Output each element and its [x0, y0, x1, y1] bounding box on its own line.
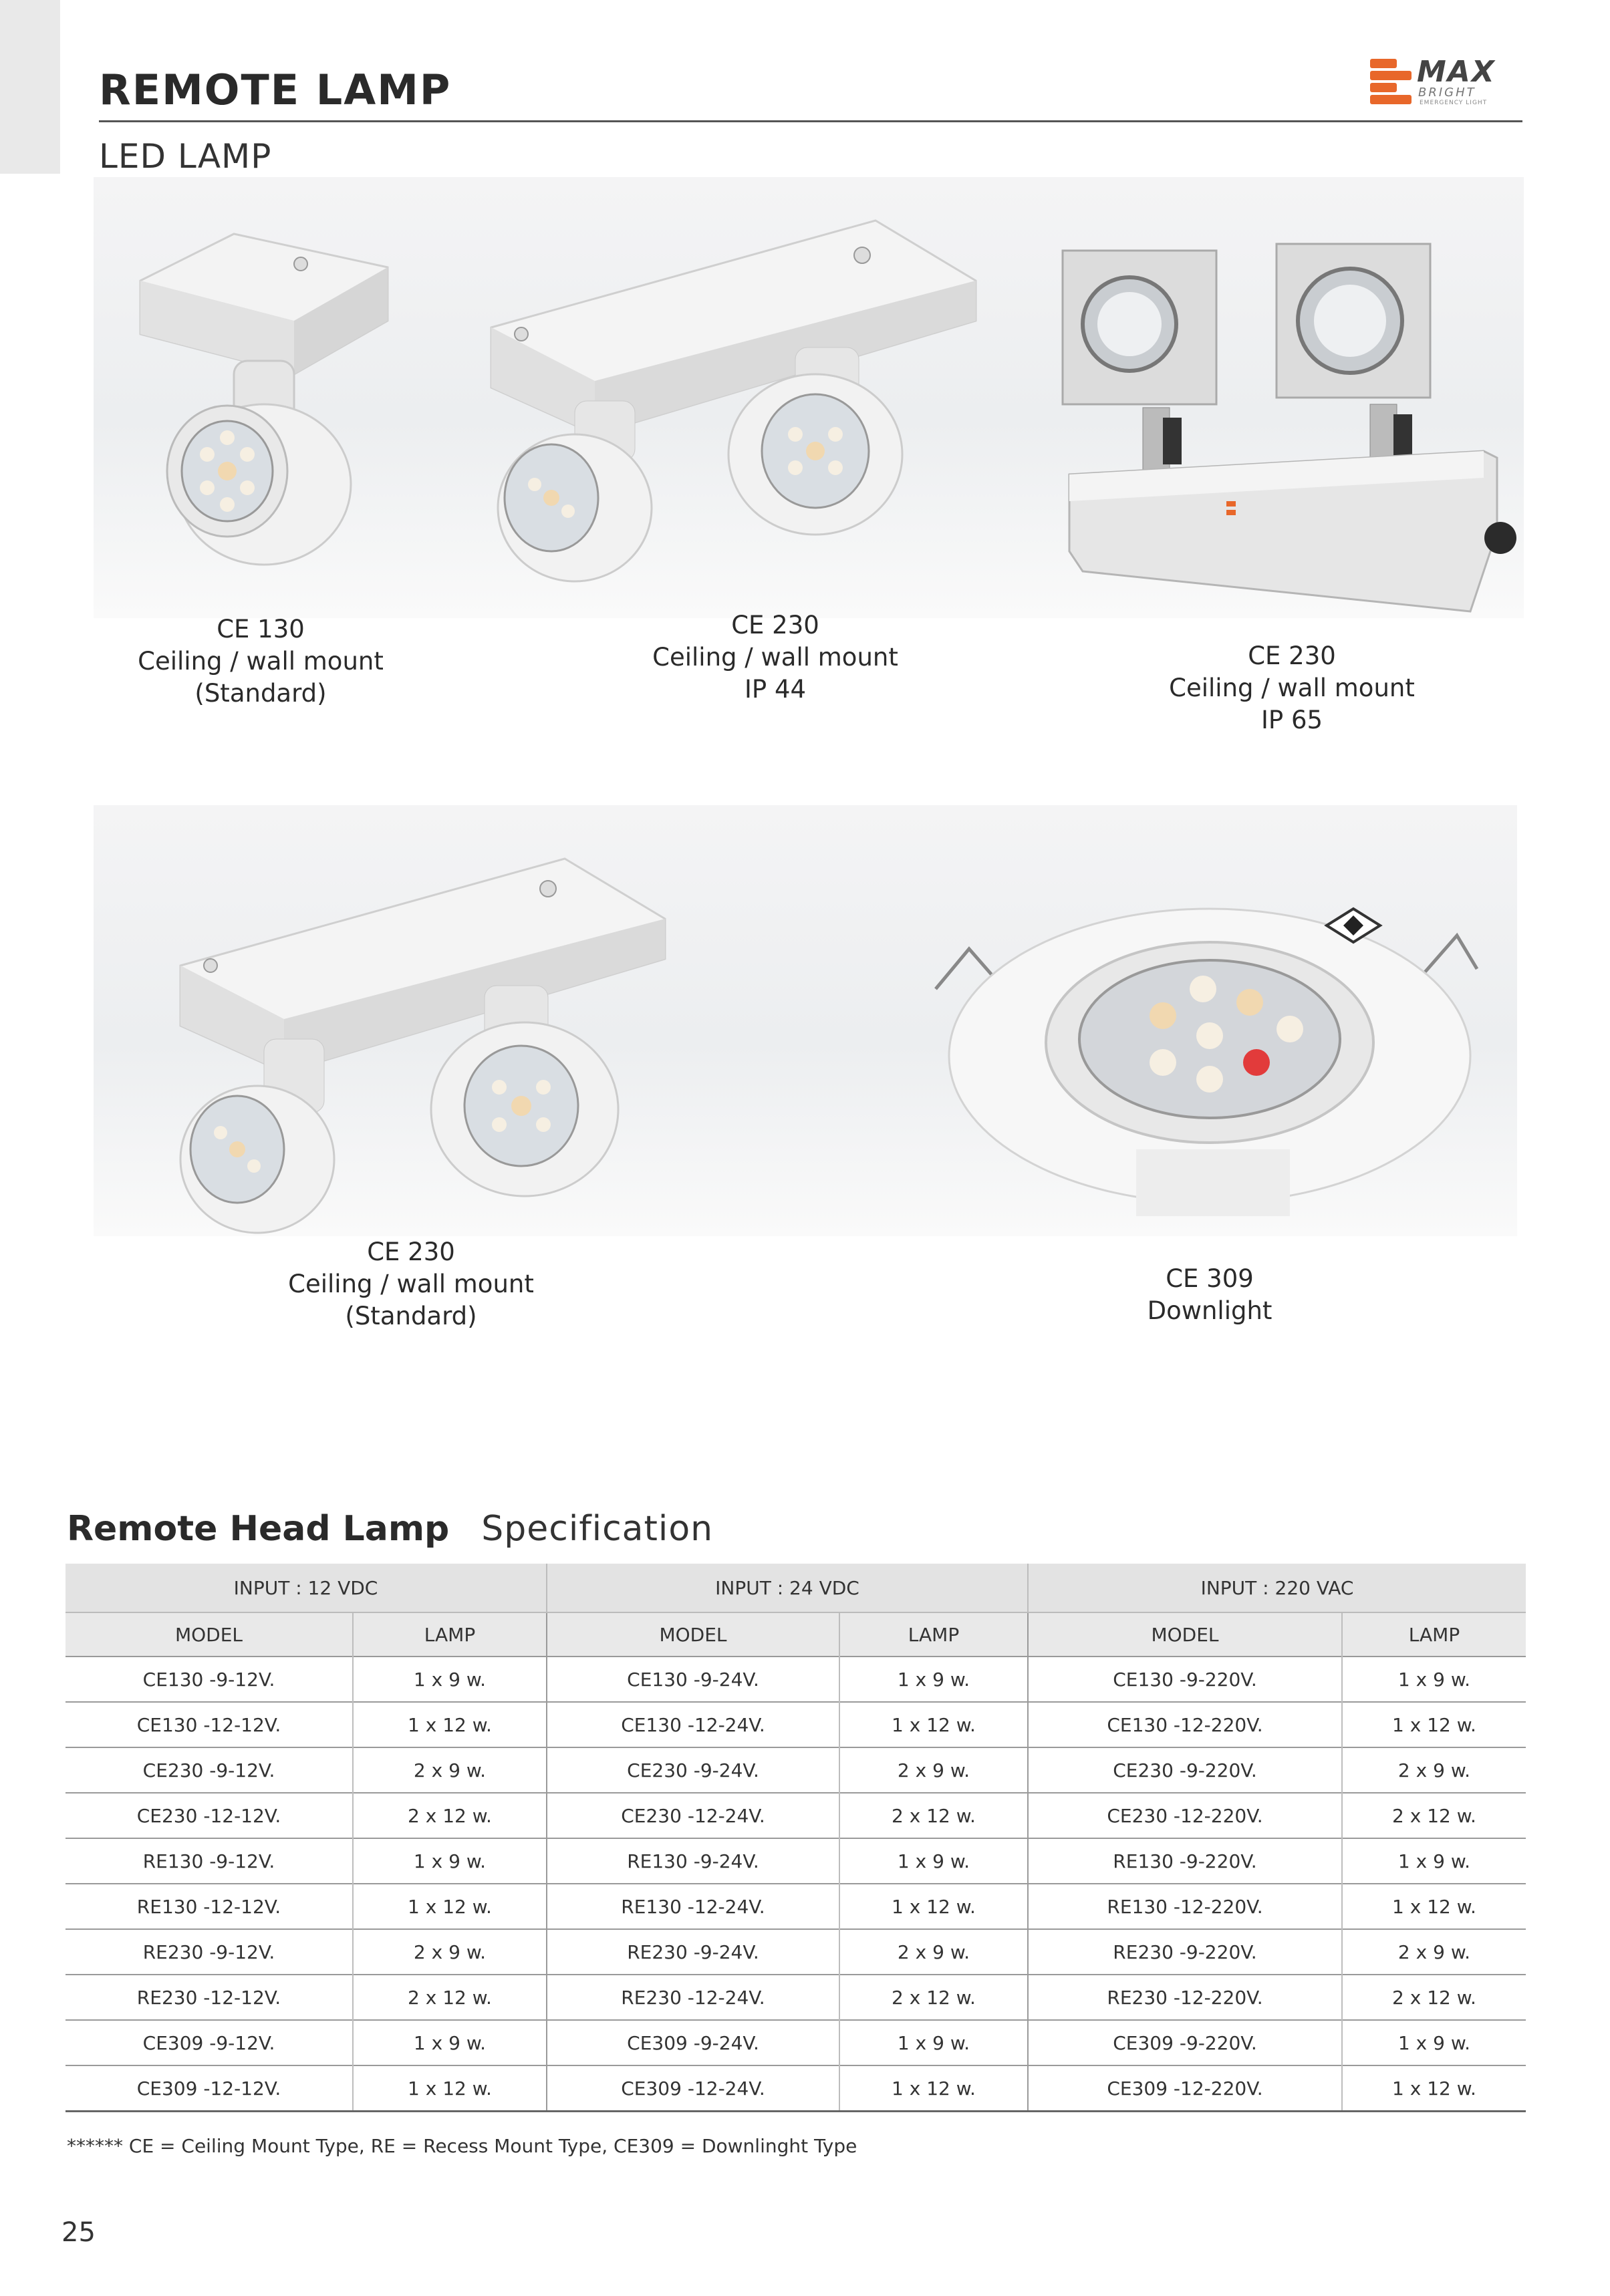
spec-title-light: Specification — [481, 1509, 714, 1549]
lamp-cell: 1 x 9 w. — [839, 1838, 1028, 1884]
lamp-cell: 2 x 12 w. — [353, 1793, 547, 1838]
table-row — [65, 2065, 1526, 2112]
group-header-12vdc: INPUT : 12 VDC — [65, 1564, 547, 1612]
model-cell: CE309 -9-24V. — [547, 2020, 839, 2065]
lamp-cell: 1 x 9 w. — [839, 2020, 1028, 2065]
brand-logo — [1370, 55, 1524, 108]
col-header-lamp: LAMP — [839, 1612, 1028, 1657]
ce130-lamp-image — [127, 221, 408, 568]
lamp-cell: 1 x 9 w. — [353, 1838, 547, 1884]
spec-column-header-row — [65, 1612, 1526, 1657]
product-model: CE 230 — [1248, 641, 1336, 670]
product-mount: Ceiling / wall mount — [288, 1270, 534, 1298]
col-header-model: MODEL — [1028, 1612, 1342, 1657]
model-cell: RE230 -9-24V. — [547, 1929, 839, 1975]
lamp-cell: 1 x 9 w. — [839, 1657, 1028, 1702]
product-model: CE 230 — [731, 611, 819, 639]
product-variant: IP 65 — [1260, 706, 1323, 734]
ce230-ip44-lamp-image — [481, 214, 989, 588]
model-cell: CE309 -9-12V. — [65, 2020, 353, 2065]
model-cell: CE309 -9-220V. — [1028, 2020, 1342, 2065]
model-cell: CE230 -9-220V. — [1028, 1747, 1342, 1793]
side-tab — [0, 0, 60, 174]
model-cell: CE130 -12-12V. — [65, 1702, 353, 1747]
table-row — [65, 1975, 1526, 2020]
spec-table-body — [65, 1657, 1526, 2112]
lamp-cell: 2 x 12 w. — [839, 1793, 1028, 1838]
model-cell: CE230 -9-24V. — [547, 1747, 839, 1793]
logo-tagline: EMERGENCY LIGHT — [1420, 100, 1488, 106]
lamp-cell: 2 x 12 w. — [839, 1975, 1028, 2020]
col-header-lamp: LAMP — [353, 1612, 547, 1657]
lamp-cell: 1 x 12 w. — [839, 1702, 1028, 1747]
model-cell: RE130 -12-24V. — [547, 1884, 839, 1929]
logo-mark-icon — [1370, 59, 1412, 103]
lamp-cell: 2 x 12 w. — [353, 1975, 547, 2020]
model-cell: CE309 -12-12V. — [65, 2065, 353, 2112]
model-cell: CE230 -12-220V. — [1028, 1793, 1342, 1838]
group-header-220vac: INPUT : 220 VAC — [1028, 1564, 1526, 1612]
model-cell: RE130 -9-12V. — [65, 1838, 353, 1884]
lamp-cell: 2 x 9 w. — [1342, 1929, 1526, 1975]
model-cell: CE230 -9-12V. — [65, 1747, 353, 1793]
table-row — [65, 1747, 1526, 1793]
logo-text: MAX — [1417, 55, 1496, 89]
model-cell: CE130 -12-220V. — [1028, 1702, 1342, 1747]
col-header-model: MODEL — [65, 1612, 353, 1657]
model-cell: CE130 -9-24V. — [547, 1657, 839, 1702]
model-cell: CE130 -9-12V. — [65, 1657, 353, 1702]
ce230-standard-lamp-image — [170, 852, 678, 1240]
lamp-cell: 1 x 12 w. — [839, 1884, 1028, 1929]
col-header-lamp: LAMP — [1342, 1612, 1526, 1657]
table-row — [65, 1702, 1526, 1747]
group-header-24vdc: INPUT : 24 VDC — [547, 1564, 1028, 1612]
lamp-cell: 1 x 9 w. — [353, 1657, 547, 1702]
model-cell: CE309 -12-24V. — [547, 2065, 839, 2112]
model-cell: RE130 -9-220V. — [1028, 1838, 1342, 1884]
table-row — [65, 1884, 1526, 1929]
spec-title — [67, 1509, 713, 1549]
model-cell: RE230 -12-220V. — [1028, 1975, 1342, 2020]
model-cell: CE130 -12-24V. — [547, 1702, 839, 1747]
title-rule — [99, 120, 1522, 122]
product-caption-ce130 — [127, 613, 394, 710]
product-caption-ce230-ip65 — [1158, 640, 1426, 736]
page-subtitle: LED LAMP — [99, 137, 272, 176]
footnote: ****** CE = Ceiling Mount Type, RE = Recess Mount Type, CE309 = Downlinght Type — [67, 2135, 857, 2157]
table-row — [65, 1793, 1526, 1838]
lamp-cell: 1 x 12 w. — [1342, 1702, 1526, 1747]
lamp-cell: 2 x 9 w. — [353, 1929, 547, 1975]
product-caption-ce309 — [1076, 1263, 1343, 1327]
product-model: CE 130 — [217, 615, 305, 643]
lamp-cell: 1 x 12 w. — [353, 1884, 547, 1929]
product-type: Downlight — [1147, 1296, 1272, 1325]
table-row — [65, 1929, 1526, 1975]
product-variant: (Standard) — [345, 1302, 477, 1330]
product-mount: Ceiling / wall mount — [652, 643, 898, 672]
page-number: 25 — [61, 2217, 96, 2248]
lamp-cell: 1 x 9 w. — [1342, 1657, 1526, 1702]
model-cell: CE309 -12-220V. — [1028, 2065, 1342, 2112]
col-header-model: MODEL — [547, 1612, 839, 1657]
lamp-cell: 2 x 12 w. — [1342, 1793, 1526, 1838]
lamp-cell: 1 x 9 w. — [1342, 2020, 1526, 2065]
model-cell: RE130 -12-12V. — [65, 1884, 353, 1929]
spec-group-header-row — [65, 1564, 1526, 1612]
lamp-cell: 1 x 12 w. — [839, 2065, 1028, 2112]
logo-subtext: BRIGHT — [1418, 86, 1476, 100]
model-cell: RE230 -12-12V. — [65, 1975, 353, 2020]
page-title: REMOTE LAMP — [99, 65, 452, 114]
lamp-cell: 2 x 12 w. — [1342, 1975, 1526, 2020]
model-cell: RE130 -12-220V. — [1028, 1884, 1342, 1929]
table-row — [65, 1838, 1526, 1884]
lamp-cell: 1 x 9 w. — [1342, 1838, 1526, 1884]
product-caption-ce230-standard — [277, 1236, 545, 1332]
lamp-cell: 1 x 12 w. — [1342, 1884, 1526, 1929]
lamp-cell: 2 x 9 w. — [353, 1747, 547, 1793]
lamp-cell: 2 x 9 w. — [839, 1929, 1028, 1975]
ce230-ip65-lamp-image — [1056, 237, 1524, 618]
product-variant: IP 44 — [744, 675, 807, 704]
product-variant: (Standard) — [194, 679, 327, 708]
product-caption-ce230-ip44 — [642, 609, 909, 706]
lamp-cell: 2 x 9 w. — [839, 1747, 1028, 1793]
spec-table — [65, 1564, 1526, 2112]
model-cell: RE230 -12-24V. — [547, 1975, 839, 2020]
table-row — [65, 2020, 1526, 2065]
model-cell: RE230 -9-220V. — [1028, 1929, 1342, 1975]
lamp-cell: 1 x 9 w. — [353, 2020, 547, 2065]
model-cell: CE230 -12-24V. — [547, 1793, 839, 1838]
model-cell: CE230 -12-12V. — [65, 1793, 353, 1838]
model-cell: RE230 -9-12V. — [65, 1929, 353, 1975]
table-row — [65, 1657, 1526, 1702]
product-mount: Ceiling / wall mount — [138, 647, 384, 676]
lamp-cell: 1 x 12 w. — [1342, 2065, 1526, 2112]
product-mount: Ceiling / wall mount — [1169, 674, 1415, 702]
spec-title-bold: Remote Head Lamp — [67, 1509, 450, 1549]
product-model: CE 309 — [1166, 1264, 1254, 1293]
lamp-cell: 2 x 9 w. — [1342, 1747, 1526, 1793]
model-cell: CE130 -9-220V. — [1028, 1657, 1342, 1702]
model-cell: RE130 -9-24V. — [547, 1838, 839, 1884]
product-model: CE 230 — [367, 1238, 455, 1266]
lamp-cell: 1 x 12 w. — [353, 2065, 547, 2112]
ce309-downlight-image — [916, 889, 1490, 1236]
lamp-cell: 1 x 12 w. — [353, 1702, 547, 1747]
